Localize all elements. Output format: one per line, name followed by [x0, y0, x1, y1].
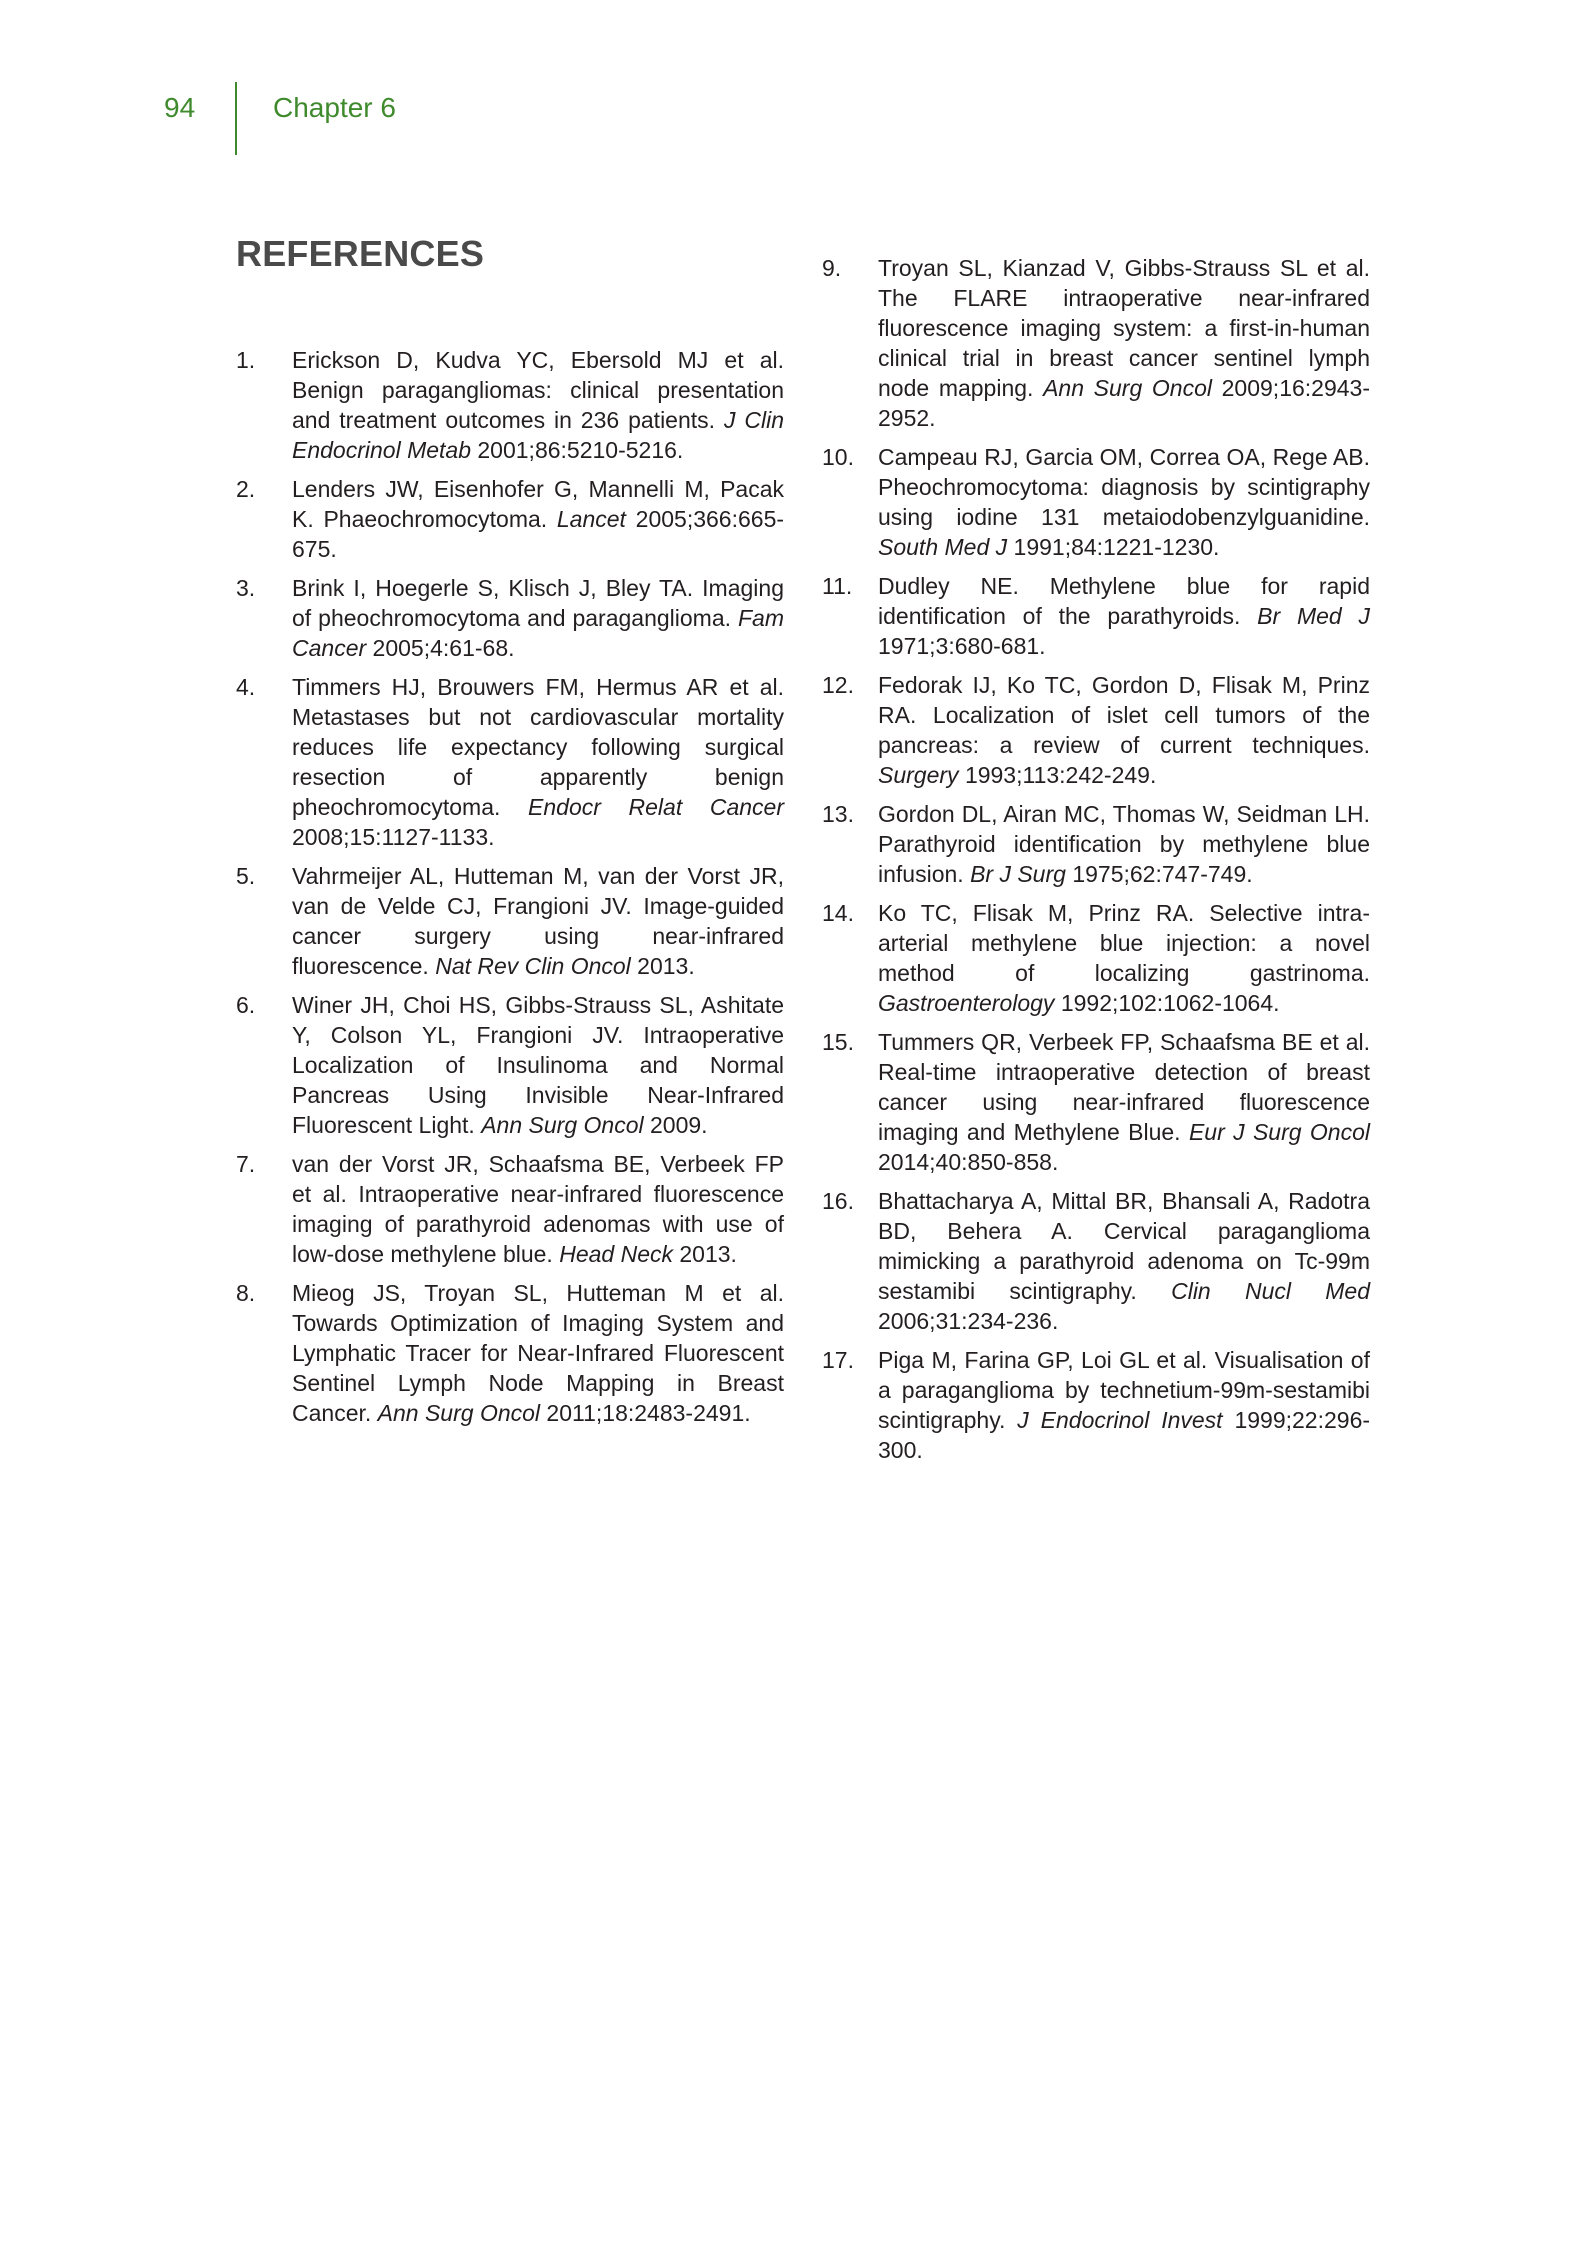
reference-citation: 1991;84:1221-1230.: [1013, 534, 1220, 560]
reference-body: Timmers HJ, Brouwers FM, Hermus AR et al. Metastases but not cardiovascular mortality reduces life expectancy following surgical resection of apparently benign pheochromocytoma.: [292, 674, 784, 820]
reference-number: 6.: [236, 992, 256, 1018]
reference-item: [822, 1345, 1370, 1465]
reference-number: 9.: [822, 255, 842, 281]
reference-text: [878, 571, 1370, 661]
reference-journal: Eur J Surg Oncol: [1188, 1119, 1370, 1145]
reference-item: [236, 1149, 784, 1269]
reference-journal: Br Med J: [1257, 603, 1370, 629]
reference-citation: 2006;31:234-236.: [878, 1308, 1059, 1334]
reference-body: Lenders JW, Eisenhofer G, Mannelli M, Pacak K. Phaeochromocytoma.: [292, 476, 784, 532]
reference-citation: 2008;15:1127-1133.: [292, 824, 495, 850]
reference-citation: 2011;18:2483-2491.: [546, 1400, 751, 1426]
reference-number: 3.: [236, 575, 256, 601]
reference-citation: 1999;22:296-300.: [878, 1407, 1371, 1463]
reference-text: [292, 345, 784, 465]
reference-citation: 2001;86:5210-5216.: [477, 437, 684, 463]
reference-text: [878, 1345, 1370, 1465]
reference-text: [292, 861, 784, 981]
reference-citation: 2005;366:665-675.: [292, 506, 785, 562]
reference-number: 14.: [822, 900, 854, 926]
reference-body: Bhattacharya A, Mittal BR, Bhansali A, Radotra BD, Behera A. Cervical paraganglioma mimicking a parathyroid adenoma on Tc-99m sestamibi scintigraphy.: [878, 1188, 1370, 1304]
reference-body: Brink I, Hoegerle S, Klisch J, Bley TA. Imaging of pheochromocytoma and paraganglioma.: [292, 575, 784, 631]
header-divider: [235, 82, 237, 155]
reference-text: [292, 1149, 784, 1269]
reference-citation: 2009.: [649, 1112, 708, 1138]
reference-body: Dudley NE. Methylene blue for rapid identification of the parathyroids.: [878, 573, 1370, 629]
reference-journal: South Med J: [878, 534, 1008, 560]
reference-number: 4.: [236, 674, 256, 700]
reference-item: [822, 442, 1370, 562]
page-number: 94: [164, 92, 196, 123]
reference-journal: Br J Surg: [970, 861, 1066, 887]
reference-journal: Lancet: [556, 506, 626, 532]
reference-number: 5.: [236, 863, 256, 889]
reference-journal: Ann Surg Oncol: [1043, 375, 1212, 401]
reference-body: Erickson D, Kudva YC, Ebersold MJ et al. Benign paragangliomas: clinical presentation and treatment outcomes in 236 patients.: [292, 347, 784, 433]
reference-text: [878, 253, 1370, 433]
reference-item: [822, 253, 1370, 433]
reference-item: [236, 573, 784, 663]
reference-citation: 2013.: [637, 953, 695, 979]
reference-item: [822, 571, 1370, 661]
reference-body: Winer JH, Choi HS, Gibbs-Strauss SL, Ashitate Y, Colson YL, Frangioni JV. Intraoperative Localization of Insulinoma and Normal Pancreas Using Invisible Near-Infrared Fluorescent Light.: [292, 992, 784, 1138]
reference-item: [236, 990, 784, 1140]
reference-number: 12.: [822, 672, 854, 698]
reference-journal: Endocr Relat Cancer: [528, 794, 785, 820]
reference-body: Campeau RJ, Garcia OM, Correa OA, Rege AB. Pheochromocytoma: diagnosis by scintigraphy using iodine 131 metaiodobenzylguanidine.: [878, 444, 1370, 530]
reference-citation: 2005;4:61-68.: [372, 635, 515, 661]
reference-journal: Clin Nucl Med: [1171, 1278, 1370, 1304]
reference-item: [236, 672, 784, 852]
reference-item: [822, 670, 1370, 790]
reference-citation: 2013.: [679, 1241, 737, 1267]
reference-text: [292, 1278, 784, 1428]
reference-citation: 2009;16:2943-2952.: [878, 375, 1370, 431]
reference-citation: 1971;3:680-681.: [878, 633, 1046, 659]
reference-text: [292, 990, 784, 1140]
reference-text: [878, 799, 1370, 889]
reference-body: Piga M, Farina GP, Loi GL et al. Visualisation of a paraganglioma by technetium-99m-sestamibi scintigraphy.: [878, 1347, 1370, 1433]
reference-number: 11.: [822, 573, 853, 599]
reference-number: 8.: [236, 1280, 256, 1306]
reference-citation: 1992;102:1062-1064.: [1060, 990, 1280, 1016]
reference-number: 16.: [822, 1188, 854, 1214]
reference-body: Troyan SL, Kianzad V, Gibbs-Strauss SL et al. The FLARE intraoperative near-infrared fluorescence imaging system: a first-in-human clinical trial in breast cancer sentinel lymph node mapping.: [878, 255, 1370, 401]
section-title: REFERENCES: [236, 233, 485, 274]
reference-item: [236, 345, 784, 465]
reference-number: 1.: [236, 347, 256, 373]
chapter-title: Chapter 6: [273, 92, 396, 123]
reference-item: [822, 799, 1370, 889]
reference-body: Fedorak IJ, Ko TC, Gordon D, Flisak M, Prinz RA. Localization of islet cell tumors of the pancreas: a review of current techniques.: [878, 672, 1370, 758]
reference-citation: 1975;62:747-749.: [1072, 861, 1253, 887]
reference-text: [878, 442, 1370, 562]
reference-journal: Surgery: [878, 762, 959, 788]
reference-journal: Nat Rev Clin Oncol: [435, 953, 631, 979]
reference-text: [878, 1027, 1370, 1177]
reference-body: Gordon DL, Airan MC, Thomas W, Seidman LH. Parathyroid identification by methylene blue infusion.: [878, 801, 1370, 887]
reference-text: [878, 1186, 1370, 1336]
reference-journal: J Endocrinol Invest: [1017, 1407, 1223, 1433]
reference-journal: J Clin Endocrinol Metab: [292, 407, 785, 463]
reference-body: Ko TC, Flisak M, Prinz RA. Selective intra-arterial methylene blue injection: a novel method of localizing gastrinoma.: [878, 900, 1370, 986]
reference-text: [878, 670, 1370, 790]
reference-journal: Ann Surg Oncol: [481, 1112, 644, 1138]
reference-text: [878, 898, 1370, 1018]
references-column-left: [236, 345, 784, 1437]
reference-body: Tummers QR, Verbeek FP, Schaafsma BE et al. Real-time intraoperative detection of breast cancer using near-infrared fluorescence imaging and Methylene Blue.: [878, 1029, 1370, 1145]
reference-body: van der Vorst JR, Schaafsma BE, Verbeek FP et al. Intraoperative near-infrared fluorescence imaging of parathyroid adenomas with use of low-dose methylene blue.: [292, 1151, 784, 1267]
reference-number: 10.: [822, 444, 854, 470]
reference-item: [236, 1278, 784, 1428]
reference-number: 17.: [822, 1347, 854, 1373]
reference-number: 13.: [822, 801, 854, 827]
reference-journal: Fam Cancer: [292, 605, 784, 661]
reference-item: [236, 474, 784, 564]
reference-journal: Head Neck: [559, 1241, 673, 1267]
reference-body: Vahrmeijer AL, Hutteman M, van der Vorst JR, van de Velde CJ, Frangioni JV. Image-guided cancer surgery using near-infrared fluorescence.: [292, 863, 784, 979]
reference-number: 7.: [236, 1151, 256, 1177]
reference-item: [822, 1186, 1370, 1336]
reference-journal: Ann Surg Oncol: [377, 1400, 541, 1426]
reference-text: [292, 672, 784, 852]
reference-item: [822, 1027, 1370, 1177]
reference-number: 2.: [236, 476, 256, 502]
reference-citation: 1993;113:242-249.: [964, 762, 1157, 788]
reference-number: 15.: [822, 1029, 854, 1055]
reference-citation: 2014;40:850-858.: [878, 1149, 1059, 1175]
reference-item: [822, 898, 1370, 1018]
reference-text: [292, 573, 784, 663]
reference-text: [292, 474, 784, 564]
reference-journal: Gastroenterology: [878, 990, 1055, 1016]
reference-body: Mieog JS, Troyan SL, Hutteman M et al. Towards Optimization of Imaging System and Lymphatic Tracer for Near-Infrared Fluorescent Sentinel Lymph Node Mapping in Breast Cancer.: [292, 1280, 784, 1426]
references-column-right: [822, 253, 1370, 1474]
reference-item: [236, 861, 784, 981]
